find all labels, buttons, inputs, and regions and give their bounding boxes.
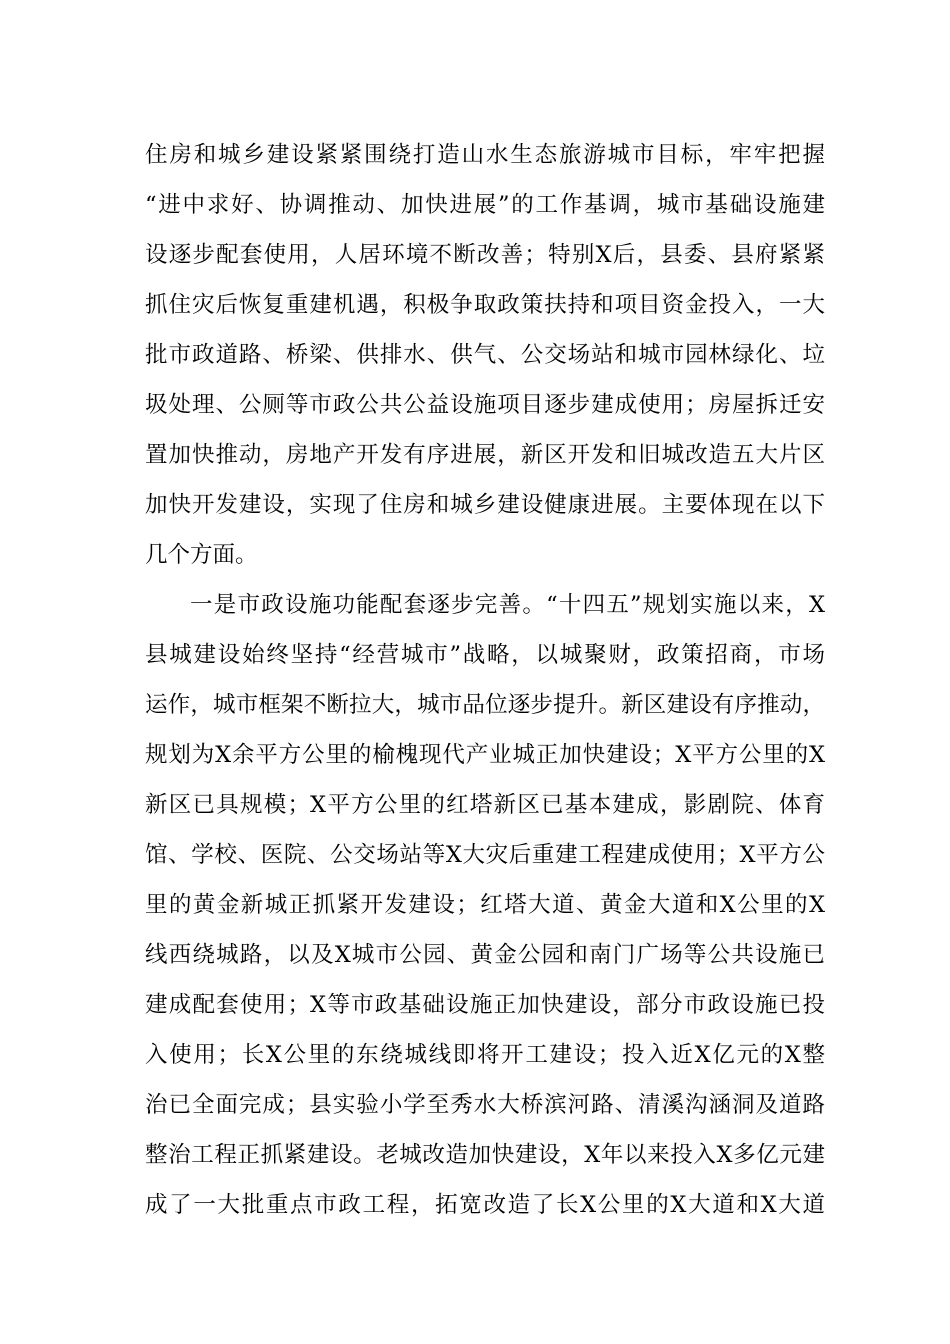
paragraph-2-line-12: 整治工程正抓紧建设。老城改造加快建设，X年以来投入X多亿元建 [145, 1142, 825, 1168]
paragraph-1-line-1: 住房和城乡建设紧紧围绕打造山水生态旅游城市目标，牢牢把握 [145, 142, 825, 168]
paragraph-1-line-5: 批市政道路、桥梁、供排水、供气、公交场站和城市园林绿化、垃 [145, 342, 825, 368]
paragraph-2-line-4: 规划为X余平方公里的榆槐现代产业城正加快建设；X平方公里的X [145, 742, 825, 768]
paragraph-1-line-9: 几个方面。 [145, 542, 258, 568]
paragraph-2-line-7: 里的黄金新城正抓紧开发建设；红塔大道、黄金大道和X公里的X [145, 892, 825, 918]
paragraph-2-line-10: 入使用；长X公里的东绕城线即将开工建设；投入近X亿元的X整 [145, 1042, 825, 1068]
paragraph-2-line-5: 新区已具规模；X平方公里的红塔新区已基本建成，影剧院、体育 [145, 792, 825, 818]
paragraph-2-line-1: 一是市政设施功能配套逐步完善。“十四五”规划实施以来，X [190, 592, 825, 618]
paragraph-1-line-7: 置加快推动，房地产开发有序进展，新区开发和旧城改造五大片区 [145, 442, 825, 468]
paragraph-1-line-3: 设逐步配套使用，人居环境不断改善；特别X后，县委、县府紧紧 [145, 242, 825, 268]
paragraph-2-line-13: 成了一大批重点市政工程，拓宽改造了长X公里的X大道和X大道 [145, 1192, 825, 1218]
body-text [145, 130, 825, 1230]
paragraph-2-line-2: 县城建设始终坚持“经营城市”战略，以城聚财，政策招商，市场 [145, 642, 825, 668]
paragraph-2-line-8: 线西绕城路，以及X城市公园、黄金公园和南门广场等公共设施已 [145, 942, 825, 968]
paragraph-2-line-3: 运作，城市框架不断拉大，城市品位逐步提升。新区建设有序推动， [145, 692, 825, 718]
paragraph-2-line-9: 建成配套使用；X等市政基础设施正加快建设，部分市政设施已投 [145, 992, 825, 1018]
paragraph-1-line-6: 圾处理、公厕等市政公共公益设施项目逐步建成使用；房屋拆迁安 [145, 392, 825, 418]
paragraph-1-line-4: 抓住灾后恢复重建机遇，积极争取政策扶持和项目资金投入，一大 [145, 292, 825, 318]
paragraph-2-line-11: 治已全面完成；县实验小学至秀水大桥滨河路、清溪沟涵洞及道路 [145, 1092, 825, 1118]
paragraph-1-line-2: “进中求好、协调推动、加快进展”的工作基调，城市基础设施建 [145, 192, 825, 218]
paragraph-2-line-6: 馆、学校、医院、公交场站等X大灾后重建工程建成使用；X平方公 [145, 842, 825, 868]
paragraph-1-line-8: 加快开发建设，实现了住房和城乡建设健康进展。主要体现在以下 [145, 492, 825, 518]
